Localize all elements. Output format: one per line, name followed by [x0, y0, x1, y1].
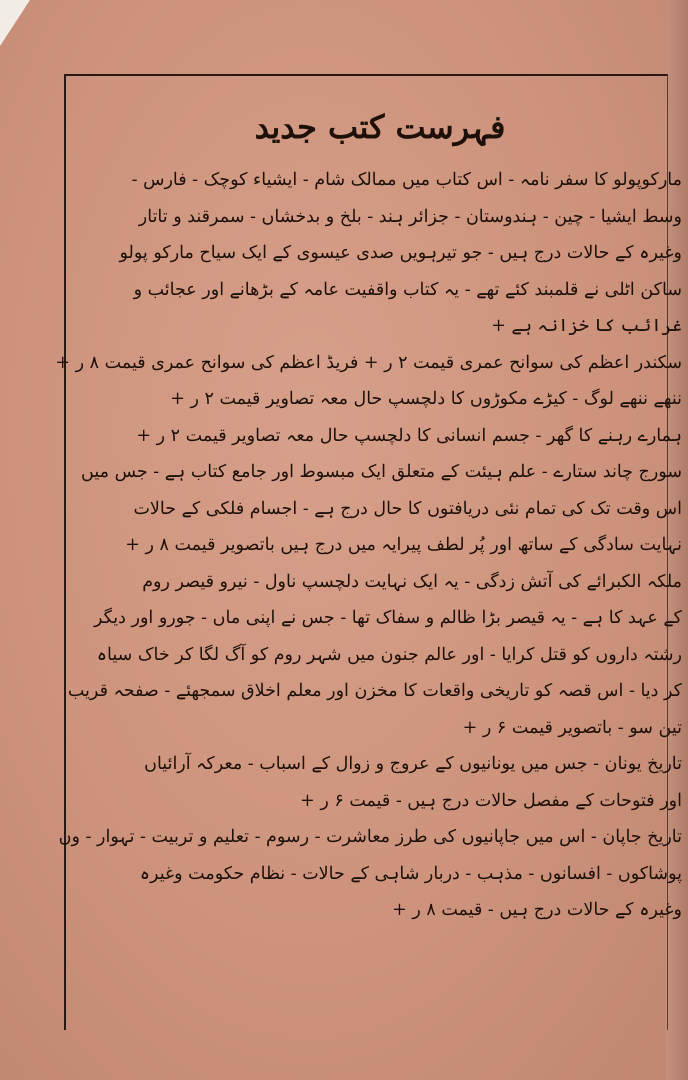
entry-line: غرائب کا خزانہ ہے +: [491, 316, 682, 336]
entry-line: مارکوپولو کا سفر نامہ - اس کتاب میں ممالک شام - ایشیاء کوچک - فارس -: [131, 170, 682, 190]
entry-line: ساکن اٹلی نے قلمبند کئے تھے - یہ کتاب واقفیت عامہ کے بڑھانے اور عجائب و: [133, 279, 682, 300]
entry-line: اور فتوحات کے مفصل حالات درج ہیں - قیمت ۶ ر +: [300, 790, 682, 811]
page-title: فہرست کتب جدید: [254, 108, 506, 146]
entry-line: ملکہ الکبرائے کی آتش زدگی - یہ ایک نہایت دلچسپ ناول - نیرو قیصر روم: [142, 571, 682, 592]
entry-line: نہایت سادگی کے ساتھ اور پُر لطف پیرایہ میں درج ہیں باتصویر قیمت ۸ ر +: [125, 535, 682, 555]
entry-japan-history: [58, 819, 682, 929]
entry-line: اس وقت تک کی تمام نئی دریافتوں کا حال درج ہے - اجسام فلکی کے حالات: [133, 498, 682, 519]
entry-line: ننھے ننھے لوگ - کیڑے مکوڑوں کا دلچسپ حال معہ تصاویر قیمت ۲ ر +: [170, 389, 682, 409]
entry-biographies: [55, 345, 682, 455]
entry-line: سکندر اعظم کی سوانح عمری قیمت ۲ ر + فریڈ اعظم کی سوانح عمری قیمت ۸ ر +: [55, 352, 682, 373]
entry-line: پوشاکوں - افسانوں - مذہب - دربار شاہی کے حالات - نظام حکومت وغیرہ: [139, 863, 682, 884]
entry-line: تاریخ جاپان - اس میں جاپانیوں کی طرز معاشرت - رسوم - تعلیم و تربیت - تہوار - وں: [58, 827, 682, 847]
torn-corner: [0, 0, 30, 46]
entry-rome-novel: [67, 564, 682, 747]
entry-line: وغیرہ کے حالات درج ہیں - جو تیرہویں صدی عیسوی کے ایک سیاح مارکو پولو: [119, 243, 682, 263]
catalogue-body: [55, 100, 682, 1060]
entry-astronomy: [78, 454, 682, 564]
entry-line: کر دیا - اس قصہ کو تاریخی واقعات کا مخزن اور معلم اخلاق سمجھئے - صفحہ قریب: [67, 681, 682, 701]
entry-line: رشتہ داروں کو قتل کرایا - اور عالم جنون میں شہر روم کو آگ لگا کر خاک سیاہ: [96, 644, 682, 665]
entry-line: ہمارے رہنے کا گھر - جسم انسانی کا دلچسپ حال معہ تصاویر قیمت ۲ ر +: [136, 425, 682, 446]
entry-line: سورج چاند ستارے - علم ہیئت کے متعلق ایک مبسوط اور جامع کتاب ہے - جس میں: [81, 462, 682, 482]
entry-line: کے عہد کا ہے - یہ قیصر بڑا ظالم و سفاک تھا - جس نے اپنی ماں - جورو اور دیگر: [93, 608, 682, 628]
entry-greece-history: [78, 746, 682, 819]
entry-line: وغیرہ کے حالات درج ہیں - قیمت ۸ ر +: [392, 900, 682, 920]
entry-line: تاریخ یونان - جس میں یونانیوں کے عروج و زوال کے اسباب - معرکہ آرائیاں: [144, 754, 682, 774]
entry-line: وسط ایشیا - چین - ہندوستان - جزائر ہند - بلخ و بدخشاں - سمرقند و تاتار: [138, 206, 682, 227]
entry-line: تین سو - باتصویر قیمت ۶ ر +: [462, 717, 682, 738]
entry-marco-polo: [78, 162, 682, 345]
